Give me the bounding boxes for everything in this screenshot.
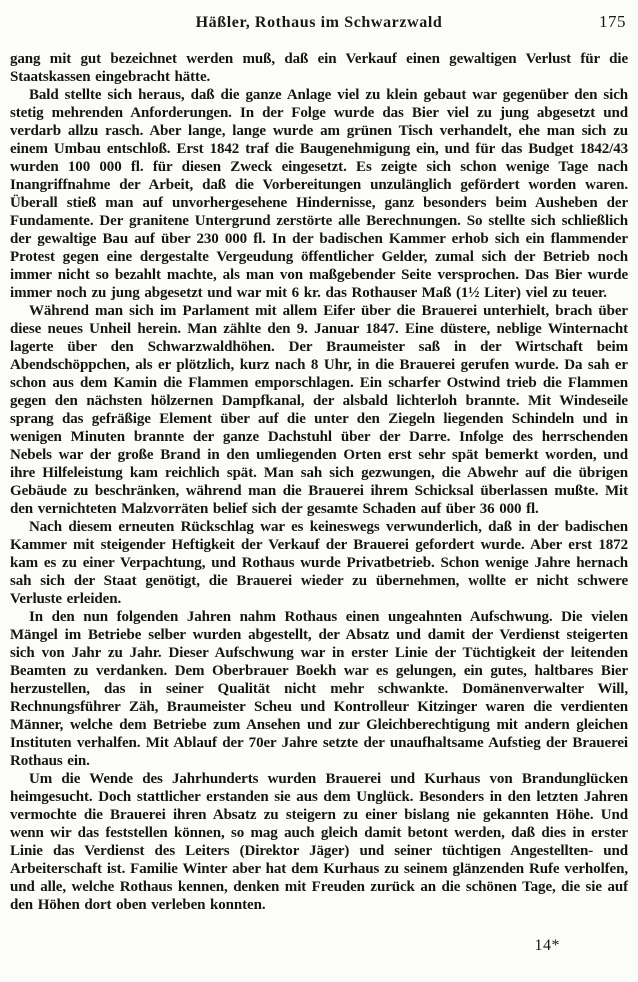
page-number: 175 xyxy=(599,12,626,31)
paragraph: gang mit gut bezeichnet werden muß, daß ein Verkauf einen gewaltigen Verlust für die Staatskassen eingebracht hätte. xyxy=(10,51,628,85)
paragraph: Während man sich im Parlament mit allem Eifer über die Brauerei unterhielt, brach über diese neues Unheil herein. Man zählte den 9. Januar 1847. Eine düstere, neblige Winternacht lagerte über den Schwarzwaldhöhen. Der Braumeister saß in der Wirtschaft beim Abendschöppchen, als er plötzlich, kurz nach 8 Uhr, in die Brauerei gerufen wurde. Da sah er schon aus dem Kamin die Flammen emporschlagen. Ein scharfer Ostwind trieb die Flammen gegen den nächsten hölzernen Dampfkanal, der alsbald lichterloh brannte. Mit Windeseile sprang das gefräßige Element über auf die unter den Ziegeln liegenden Schindeln und in wenigen Minuten brannte der ganze Dachstuhl über der Darre. Infolge des herrschenden Nebels war der große Brand in den umliegenden Orten erst sehr spät bemerkt worden, und ihre Hilfeleistung kam reichlich spät. Man sah sich gezwungen, die Abwehr auf die übrigen Gebäude zu beschränken, während man die Brauerei ihrem Schicksal überlassen mußte. Mit den vernichteten Malzvorräten belief sich der gesamte Schaden auf über 36 000 fl. xyxy=(10,303,628,517)
running-head-title: Häßler, Rothaus im Schwarzwald xyxy=(195,14,443,31)
page-body xyxy=(10,50,628,914)
paragraph: Bald stellte sich heraus, daß die ganze Anlage viel zu klein gebaut war gegenüber den sich stetig mehrenden Anforderungen. In der Folge wurde das Bier viel zu jung abgesetzt und verdarb allzu rasch. Aber lange, lange wurde am grünen Tisch verhandelt, ehe man sich zu einem Umbau entschloß. Erst 1842 traf die Baugenehmigung ein, und für das Budget 1842/43 wurden 100 000 fl. für diesen Zweck eingesetzt. Es zeigte sich schon wenige Tage nach Inangriffnahme der Arbeit, daß die Vorbereitungen unzulänglich gefördert worden waren. Überall stieß man auf unvorhergesehene Hindernisse, ganz besonders beim Ausheben der Fundamente. Der granitene Untergrund zerstörte alle Berechnungen. So stellte sich schließlich der gewaltige Bau auf über 230 000 fl. In der badischen Kammer erhob sich ein flammender Protest gegen eine dergestalte Vergeudung öffentlicher Gelder, zumal sich der Betrieb noch immer nicht so bezahlt machte, als man von maßgebender Seite versprochen. Das Bier wurde immer noch zu jung abgesetzt und war mit 6 kr. das Rothauser Maß (1½ Liter) viel zu teuer. xyxy=(10,87,628,301)
paragraph: Um die Wende des Jahrhunderts wurden Brauerei und Kurhaus von Brandunglücken heimgesucht. Doch stattlicher erstanden sie aus dem Unglück. Besonders in den letzten Jahren vermochte die Brauerei ihren Absatz zu steigern zu einer bislang nie gekannten Höhe. Und wenn wir das feststellen können, so mag auch gleich damit betont werden, daß dies in erster Linie das Verdienst des Leiters (Direktor Jäger) und seiner tüchtigen Angestellten- und Arbeiterschaft ist. Familie Winter aber hat dem Kurhaus zu seinem glänzenden Rufe verholfen, und alle, welche Rothaus kennen, denken mit Freuden zurück an die schönen Tage, die sie auf den Höhen dort oben verleben konnten. xyxy=(10,771,628,913)
signature-mark: 14* xyxy=(534,937,560,954)
paragraph: Nach diesem erneuten Rückschlag war es keineswegs verwunderlich, daß in der badischen Kammer mit steigender Heftigkeit der Verkauf der Brauerei gefordert wurde. Aber erst 1872 kam es zu einer Verpachtung, und Rothaus wurde Privatbetrieb. Schon wenige Jahre hernach sah sich der Staat genötigt, die Brauerei wieder zu übernehmen, wollte er nicht schwere Verluste erleiden. xyxy=(10,519,628,607)
paragraph: In den nun folgenden Jahren nahm Rothaus einen ungeahnten Aufschwung. Die vielen Mängel im Betriebe selber wurden abgestellt, der Absatz und damit der Verdienst steigerten sich von Jahr zu Jahr. Dieser Aufschwung war in erster Linie der Tüchtigkeit der leitenden Beamten zu verdanken. Dem Oberbrauer Boekh war es gelungen, ein gutes, haltbares Bier herzustellen, das in seiner Qualität nicht mehr schwankte. Domänenverwalter Will, Rechnungsführer Zäh, Braumeister Scheu und Kontrolleur Kitzinger waren die verdienten Männer, welche dem Betriebe zum Ansehen und zur Gleichberechtigung mit andern gleichen Instituten verhalfen. Mit Ablauf der 70er Jahre setzte der unaufhaltsame Aufstieg der Brauerei Rothaus ein. xyxy=(10,609,628,769)
